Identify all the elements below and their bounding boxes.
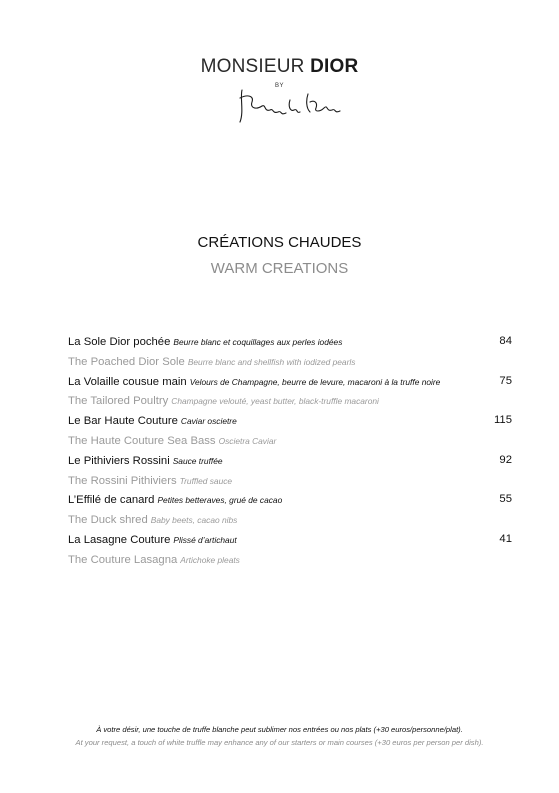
menu-item-en	[68, 392, 512, 412]
menu-item-fr	[68, 412, 512, 432]
dish-description: Velours de Champagne, beurre de levure, macaroni à la truffe noire	[189, 376, 441, 387]
dish-description: Caviar oscietre	[180, 416, 237, 427]
dish-description: Plissé d’artichaut	[173, 534, 237, 545]
menu-list	[68, 333, 512, 571]
chef-signature-icon	[234, 86, 344, 126]
dish-name-translation: The Duck shred	[68, 514, 148, 527]
dish-price: 55	[499, 493, 512, 506]
dish-name: L’Effilé de canard	[68, 494, 155, 507]
brand-by: BY	[274, 83, 284, 89]
menu-item-fr	[68, 373, 512, 393]
dish-description: Petites betteraves, grué de cacao	[157, 495, 283, 506]
brand-logo	[0, 57, 559, 77]
dish-name: Le Pithiviers Rossini	[68, 454, 170, 467]
dish-description-translation: Truffled sauce	[179, 475, 233, 486]
menu-item-en	[68, 472, 512, 492]
brand-name-bold: DIOR	[310, 56, 359, 77]
menu-item-en	[68, 432, 512, 452]
dish-description: Sauce truffée	[172, 455, 223, 466]
menu-item-en	[68, 551, 512, 571]
menu-item-fr	[68, 491, 512, 511]
dish-description-translation: Artichoke pleats	[180, 554, 240, 565]
menu-item-fr	[68, 531, 512, 551]
dish-name-translation: The Poached Dior Sole	[68, 355, 185, 368]
dish-price: 41	[499, 532, 512, 545]
dish-name: La Sole Dior pochée	[68, 336, 171, 348]
section-subtitle: WARM CREATIONS	[210, 260, 349, 277]
dish-price: 115	[493, 414, 512, 427]
dish-description-translation: Beurre blanc and shellfish with iodized pearls	[187, 356, 356, 367]
dish-price: 84	[499, 335, 512, 347]
dish-description-translation: Baby beets, cacao nibs	[150, 515, 238, 526]
dish-name: La Volaille cousue main	[68, 375, 187, 388]
dish-name: La Lasagne Couture	[68, 533, 171, 546]
menu-item-en	[68, 353, 512, 373]
menu-item-en	[68, 511, 512, 531]
brand-name-light: MONSIEUR	[200, 56, 311, 77]
section-title: CRÉATIONS CHAUDES	[197, 234, 362, 251]
menu-item-fr	[68, 452, 512, 472]
truffle-note-en: At your request, a touch of white truffle may enhance any of our starters or main courses (+30 euros per person per dish).	[75, 738, 484, 747]
dish-name: Le Bar Haute Couture	[68, 415, 178, 428]
truffle-note-fr: À votre désir, une touche de truffe blanche peut sublimer nos entrées ou nos plats (+30 euros/personne/plat).	[96, 725, 463, 734]
dish-name-translation: The Rossini Pithiviers	[68, 474, 177, 487]
menu-item-fr	[68, 333, 512, 353]
dish-description-translation: Oscietra Caviar	[218, 435, 277, 446]
dish-price: 92	[499, 453, 512, 466]
dish-name-translation: The Haute Couture Sea Bass	[68, 434, 216, 447]
dish-name-translation: The Couture Lasagna	[68, 553, 178, 566]
dish-description: Beurre blanc et coquillages aux perles iodées	[173, 337, 343, 347]
dish-name-translation: The Tailored Poultry	[68, 395, 169, 408]
dish-price: 75	[499, 374, 512, 387]
dish-description-translation: Champagne velouté, yeast butter, black-truffle macaroni	[171, 396, 379, 407]
